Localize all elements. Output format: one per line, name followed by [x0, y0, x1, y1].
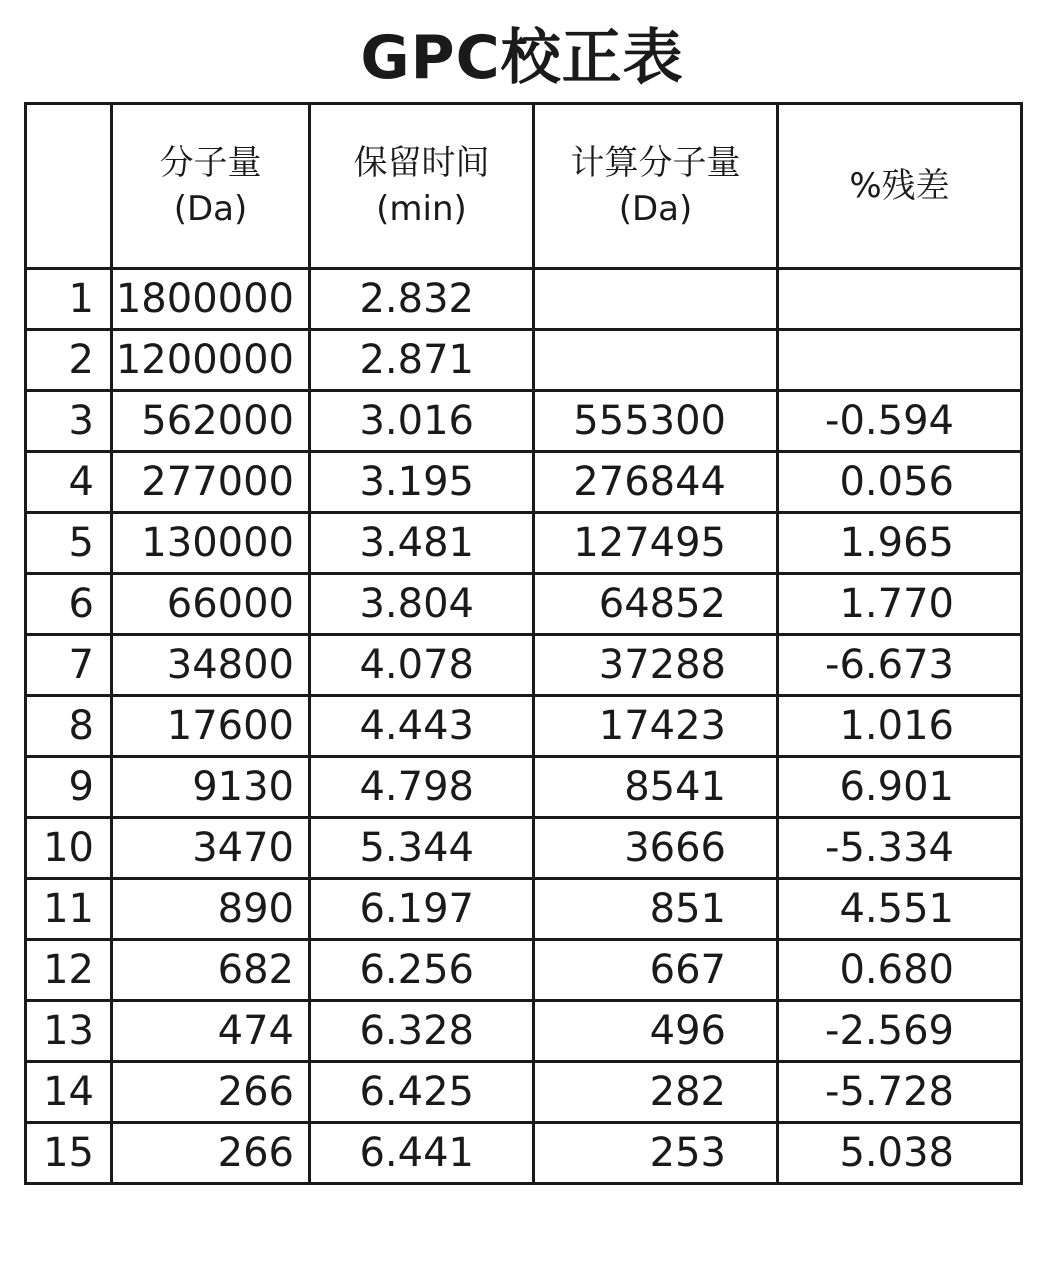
cell-calculated-mw: 3666 — [534, 818, 778, 879]
cell-molecular-weight: 34800 — [112, 635, 310, 696]
header-calculated-mw-label: 计算分子量 — [570, 143, 741, 183]
cell-residual: 1.016 — [778, 696, 1022, 757]
cell-index: 14 — [26, 1062, 112, 1123]
cell-calculated-mw: 253 — [534, 1123, 778, 1184]
header-row — [26, 104, 1022, 269]
cell-calculated-mw: 496 — [534, 1001, 778, 1062]
cell-index: 2 — [26, 330, 112, 391]
cell-retention-time: 5.344 — [310, 818, 534, 879]
header-molecular-weight-unit: (Da) — [173, 189, 248, 229]
cell-calculated-mw: 127495 — [534, 513, 778, 574]
table-row — [26, 940, 1022, 1001]
cell-molecular-weight: 266 — [112, 1062, 310, 1123]
cell-calculated-mw: 282 — [534, 1062, 778, 1123]
cell-retention-time: 2.832 — [310, 269, 534, 330]
table-row — [26, 1062, 1022, 1123]
table-row — [26, 1001, 1022, 1062]
cell-retention-time: 6.197 — [310, 879, 534, 940]
header-calculated-mw-unit: (Da) — [618, 189, 693, 229]
cell-residual: -6.673 — [778, 635, 1022, 696]
cell-retention-time: 6.328 — [310, 1001, 534, 1062]
cell-retention-time: 3.016 — [310, 391, 534, 452]
cell-calculated-mw: 667 — [534, 940, 778, 1001]
cell-molecular-weight: 562000 — [112, 391, 310, 452]
cell-residual: 4.551 — [778, 879, 1022, 940]
cell-calculated-mw — [534, 269, 778, 330]
cell-index: 9 — [26, 757, 112, 818]
cell-molecular-weight: 890 — [112, 879, 310, 940]
header-residual — [778, 104, 1022, 269]
cell-residual: -0.594 — [778, 391, 1022, 452]
header-index — [26, 104, 112, 269]
cell-index: 10 — [26, 818, 112, 879]
cell-retention-time: 6.441 — [310, 1123, 534, 1184]
cell-retention-time: 2.871 — [310, 330, 534, 391]
cell-index: 8 — [26, 696, 112, 757]
cell-index: 12 — [26, 940, 112, 1001]
table-row — [26, 513, 1022, 574]
cell-calculated-mw: 8541 — [534, 757, 778, 818]
cell-index: 6 — [26, 574, 112, 635]
cell-residual — [778, 269, 1022, 330]
cell-calculated-mw: 276844 — [534, 452, 778, 513]
cell-residual: 1.770 — [778, 574, 1022, 635]
cell-residual: -5.728 — [778, 1062, 1022, 1123]
calibration-table — [24, 102, 1023, 1185]
cell-retention-time: 3.804 — [310, 574, 534, 635]
cell-molecular-weight: 682 — [112, 940, 310, 1001]
table-row — [26, 757, 1022, 818]
table-body — [26, 269, 1022, 1184]
cell-residual — [778, 330, 1022, 391]
table-header — [26, 104, 1022, 269]
table-row — [26, 1123, 1022, 1184]
cell-index: 4 — [26, 452, 112, 513]
cell-retention-time: 6.425 — [310, 1062, 534, 1123]
table-row — [26, 818, 1022, 879]
cell-calculated-mw: 17423 — [534, 696, 778, 757]
cell-index: 3 — [26, 391, 112, 452]
header-molecular-weight — [112, 104, 310, 269]
header-molecular-weight-label: 分子量 — [159, 143, 262, 183]
cell-molecular-weight: 17600 — [112, 696, 310, 757]
cell-retention-time: 3.481 — [310, 513, 534, 574]
table-row — [26, 391, 1022, 452]
header-retention-time-unit: (min) — [376, 189, 467, 229]
cell-molecular-weight: 66000 — [112, 574, 310, 635]
cell-residual: 6.901 — [778, 757, 1022, 818]
cell-index: 7 — [26, 635, 112, 696]
cell-molecular-weight: 1200000 — [112, 330, 310, 391]
cell-index: 15 — [26, 1123, 112, 1184]
cell-residual: -2.569 — [778, 1001, 1022, 1062]
cell-calculated-mw: 851 — [534, 879, 778, 940]
cell-calculated-mw: 37288 — [534, 635, 778, 696]
cell-calculated-mw: 555300 — [534, 391, 778, 452]
cell-index: 5 — [26, 513, 112, 574]
table-row — [26, 574, 1022, 635]
header-retention-time-label: 保留时间 — [353, 143, 490, 183]
cell-residual: 1.965 — [778, 513, 1022, 574]
cell-retention-time: 4.078 — [310, 635, 534, 696]
table-row — [26, 635, 1022, 696]
cell-retention-time: 3.195 — [310, 452, 534, 513]
table-row — [26, 269, 1022, 330]
cell-molecular-weight: 474 — [112, 1001, 310, 1062]
header-retention-time — [310, 104, 534, 269]
table-row — [26, 330, 1022, 391]
cell-molecular-weight: 1800000 — [112, 269, 310, 330]
cell-molecular-weight: 3470 — [112, 818, 310, 879]
cell-molecular-weight: 9130 — [112, 757, 310, 818]
cell-molecular-weight: 130000 — [112, 513, 310, 574]
cell-molecular-weight: 266 — [112, 1123, 310, 1184]
cell-molecular-weight: 277000 — [112, 452, 310, 513]
cell-index: 1 — [26, 269, 112, 330]
cell-index: 11 — [26, 879, 112, 940]
cell-retention-time: 4.443 — [310, 696, 534, 757]
cell-residual: 0.680 — [778, 940, 1022, 1001]
header-calculated-mw — [534, 104, 778, 269]
table-row — [26, 452, 1022, 513]
cell-calculated-mw: 64852 — [534, 574, 778, 635]
cell-retention-time: 4.798 — [310, 757, 534, 818]
page-title: GPC校正表 — [360, 23, 684, 93]
header-residual-label: %残差 — [849, 166, 950, 206]
cell-retention-time: 6.256 — [310, 940, 534, 1001]
cell-index: 13 — [26, 1001, 112, 1062]
cell-calculated-mw — [534, 330, 778, 391]
cell-residual: -5.334 — [778, 818, 1022, 879]
cell-residual: 5.038 — [778, 1123, 1022, 1184]
cell-residual: 0.056 — [778, 452, 1022, 513]
table-row — [26, 879, 1022, 940]
table-row — [26, 696, 1022, 757]
